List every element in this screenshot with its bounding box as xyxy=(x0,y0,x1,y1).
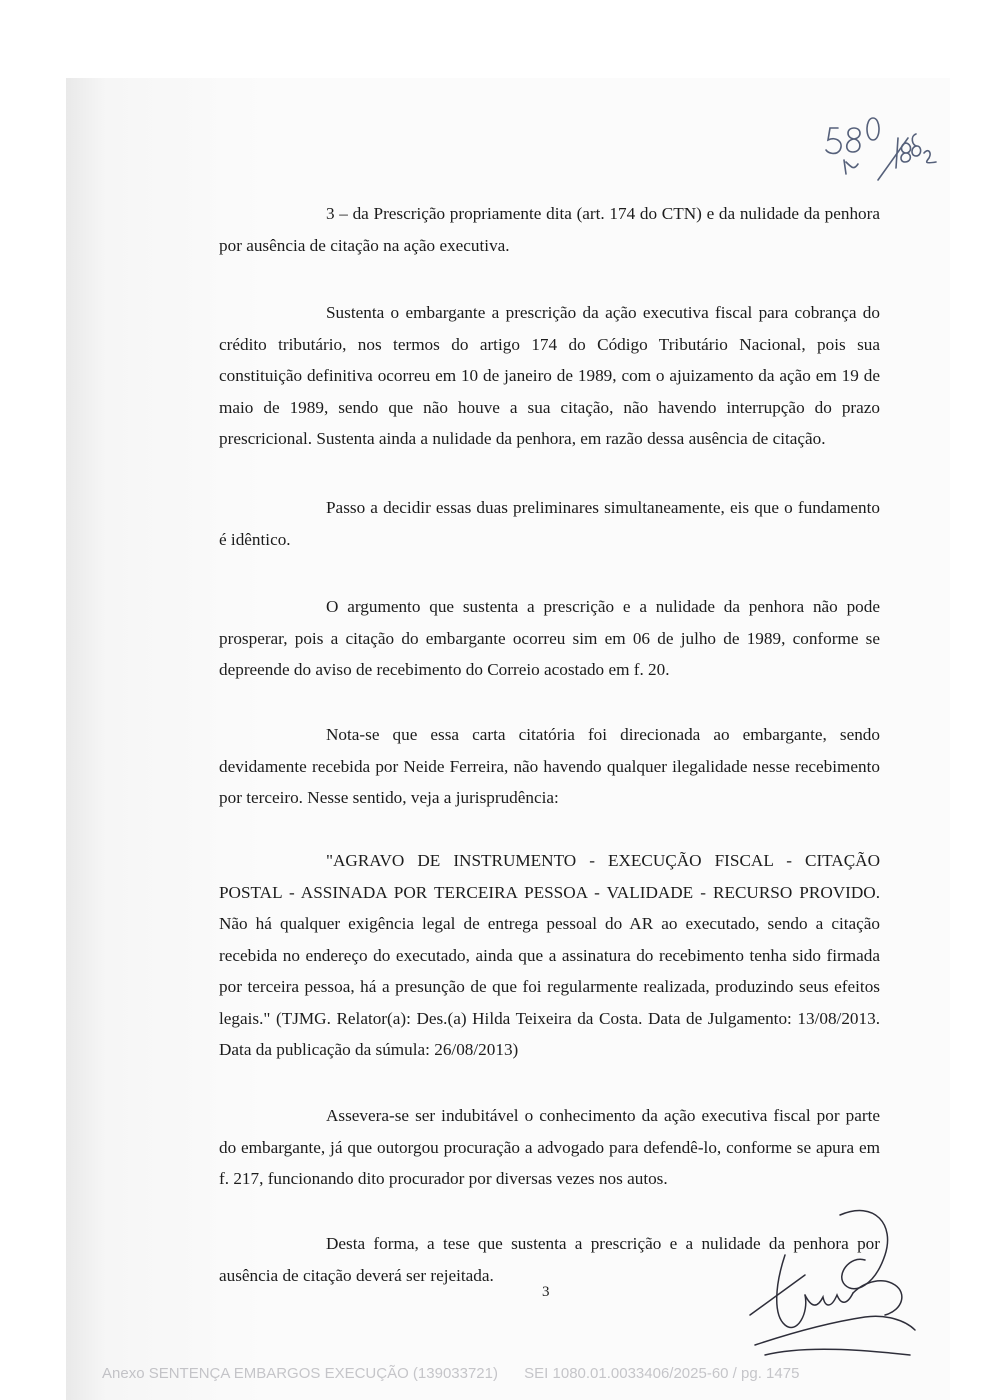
footer-document-label: Anexo SENTENÇA EMBARGOS EXECUÇÃO (139033721) xyxy=(102,1365,498,1382)
jurisprudence-quote-text: "AGRAVO DE INSTRUMENTO - EXECUÇÃO FISCAL - CITAÇÃO POSTAL - ASSINADA POR TERCEIRA PESSOA - VALIDADE - RECURSO PROVIDO. Não há qualquer exigência legal de entrega pessoal do AR ao executado, sendo a citação recebida no endereço do executado, ainda que a assinatura do recebimento tenha sido firmada por terceira pessoa, há a presunção de que foi regularmente realizada, produzindo seus efeitos legais." (TJMG. Relator(a): Des.(a) Hilda Teixeira da Costa. Data de Julgamento: 13/08/2013. Data da publicação da súmula: 26/08/2013) xyxy=(219,851,880,1059)
signature xyxy=(745,1195,920,1365)
paragraph-4 xyxy=(219,719,880,814)
paragraph-1 xyxy=(219,297,880,455)
paragraph-2-text: Passo a decidir essas duas preliminares simultaneamente, eis que o fundamento é idêntico. xyxy=(219,498,880,549)
page-number: 3 xyxy=(542,1284,550,1300)
jurisprudence-quote xyxy=(219,845,880,1066)
paragraph-5 xyxy=(219,1100,880,1195)
footer-sei-reference: SEI 1080.01.0033406/2025-60 / pg. 1475 xyxy=(524,1365,800,1382)
paragraph-1-text: Sustenta o embargante a prescrição da ação executiva fiscal para cobrança do crédito tributário, nos termos do artigo 174 do Código Tributário Nacional, pois sua constituição definitiva ocorreu em 10 de janeiro de 1989, com o ajuizamento da ação em 19 de maio de 1989, sendo que não houve a sua citação, não havendo interrupção do prazo prescricional. Sustenta ainda a nulidade da penhora, em razão dessa ausência de citação. xyxy=(219,303,880,448)
handwritten-folio-mark xyxy=(818,98,948,188)
paragraph-3 xyxy=(219,591,880,686)
section-3-heading xyxy=(219,198,880,261)
section-3-text: 3 – da Prescrição propriamente dita (art. 174 do CTN) e da nulidade da penhora por ausência de citação na ação executiva. xyxy=(219,204,880,255)
paragraph-3-text: O argumento que sustenta a prescrição e a nulidade da penhora não pode prosperar, pois a citação do embargante ocorreu sim em 06 de julho de 1989, conforme se depreende do aviso de recebimento do Correio acostado em f. 20. xyxy=(219,597,880,679)
footer-stamp xyxy=(102,1365,902,1382)
paragraph-5-text: Assevera-se ser indubitável o conhecimento da ação executiva fiscal por parte do embargante, já que outorgou procuração a advogado para defendê-lo, conforme se apura em f. 217, funcionando dito procurador por diversas vezes nos autos. xyxy=(219,1106,880,1188)
paragraph-4-text: Nota-se que essa carta citatória foi direcionada ao embargante, sendo devidamente recebida por Neide Ferreira, não havendo qualquer ilegalidade nesse recebimento por terceiro. Nesse sentido, veja a jurisprudência: xyxy=(219,725,880,807)
paragraph-2 xyxy=(219,492,880,555)
paragraph-6-text: Desta forma, a tese que sustenta a prescrição e a nulidade da penhora por ausência de citação deverá ser rejeitada. xyxy=(219,1234,880,1285)
